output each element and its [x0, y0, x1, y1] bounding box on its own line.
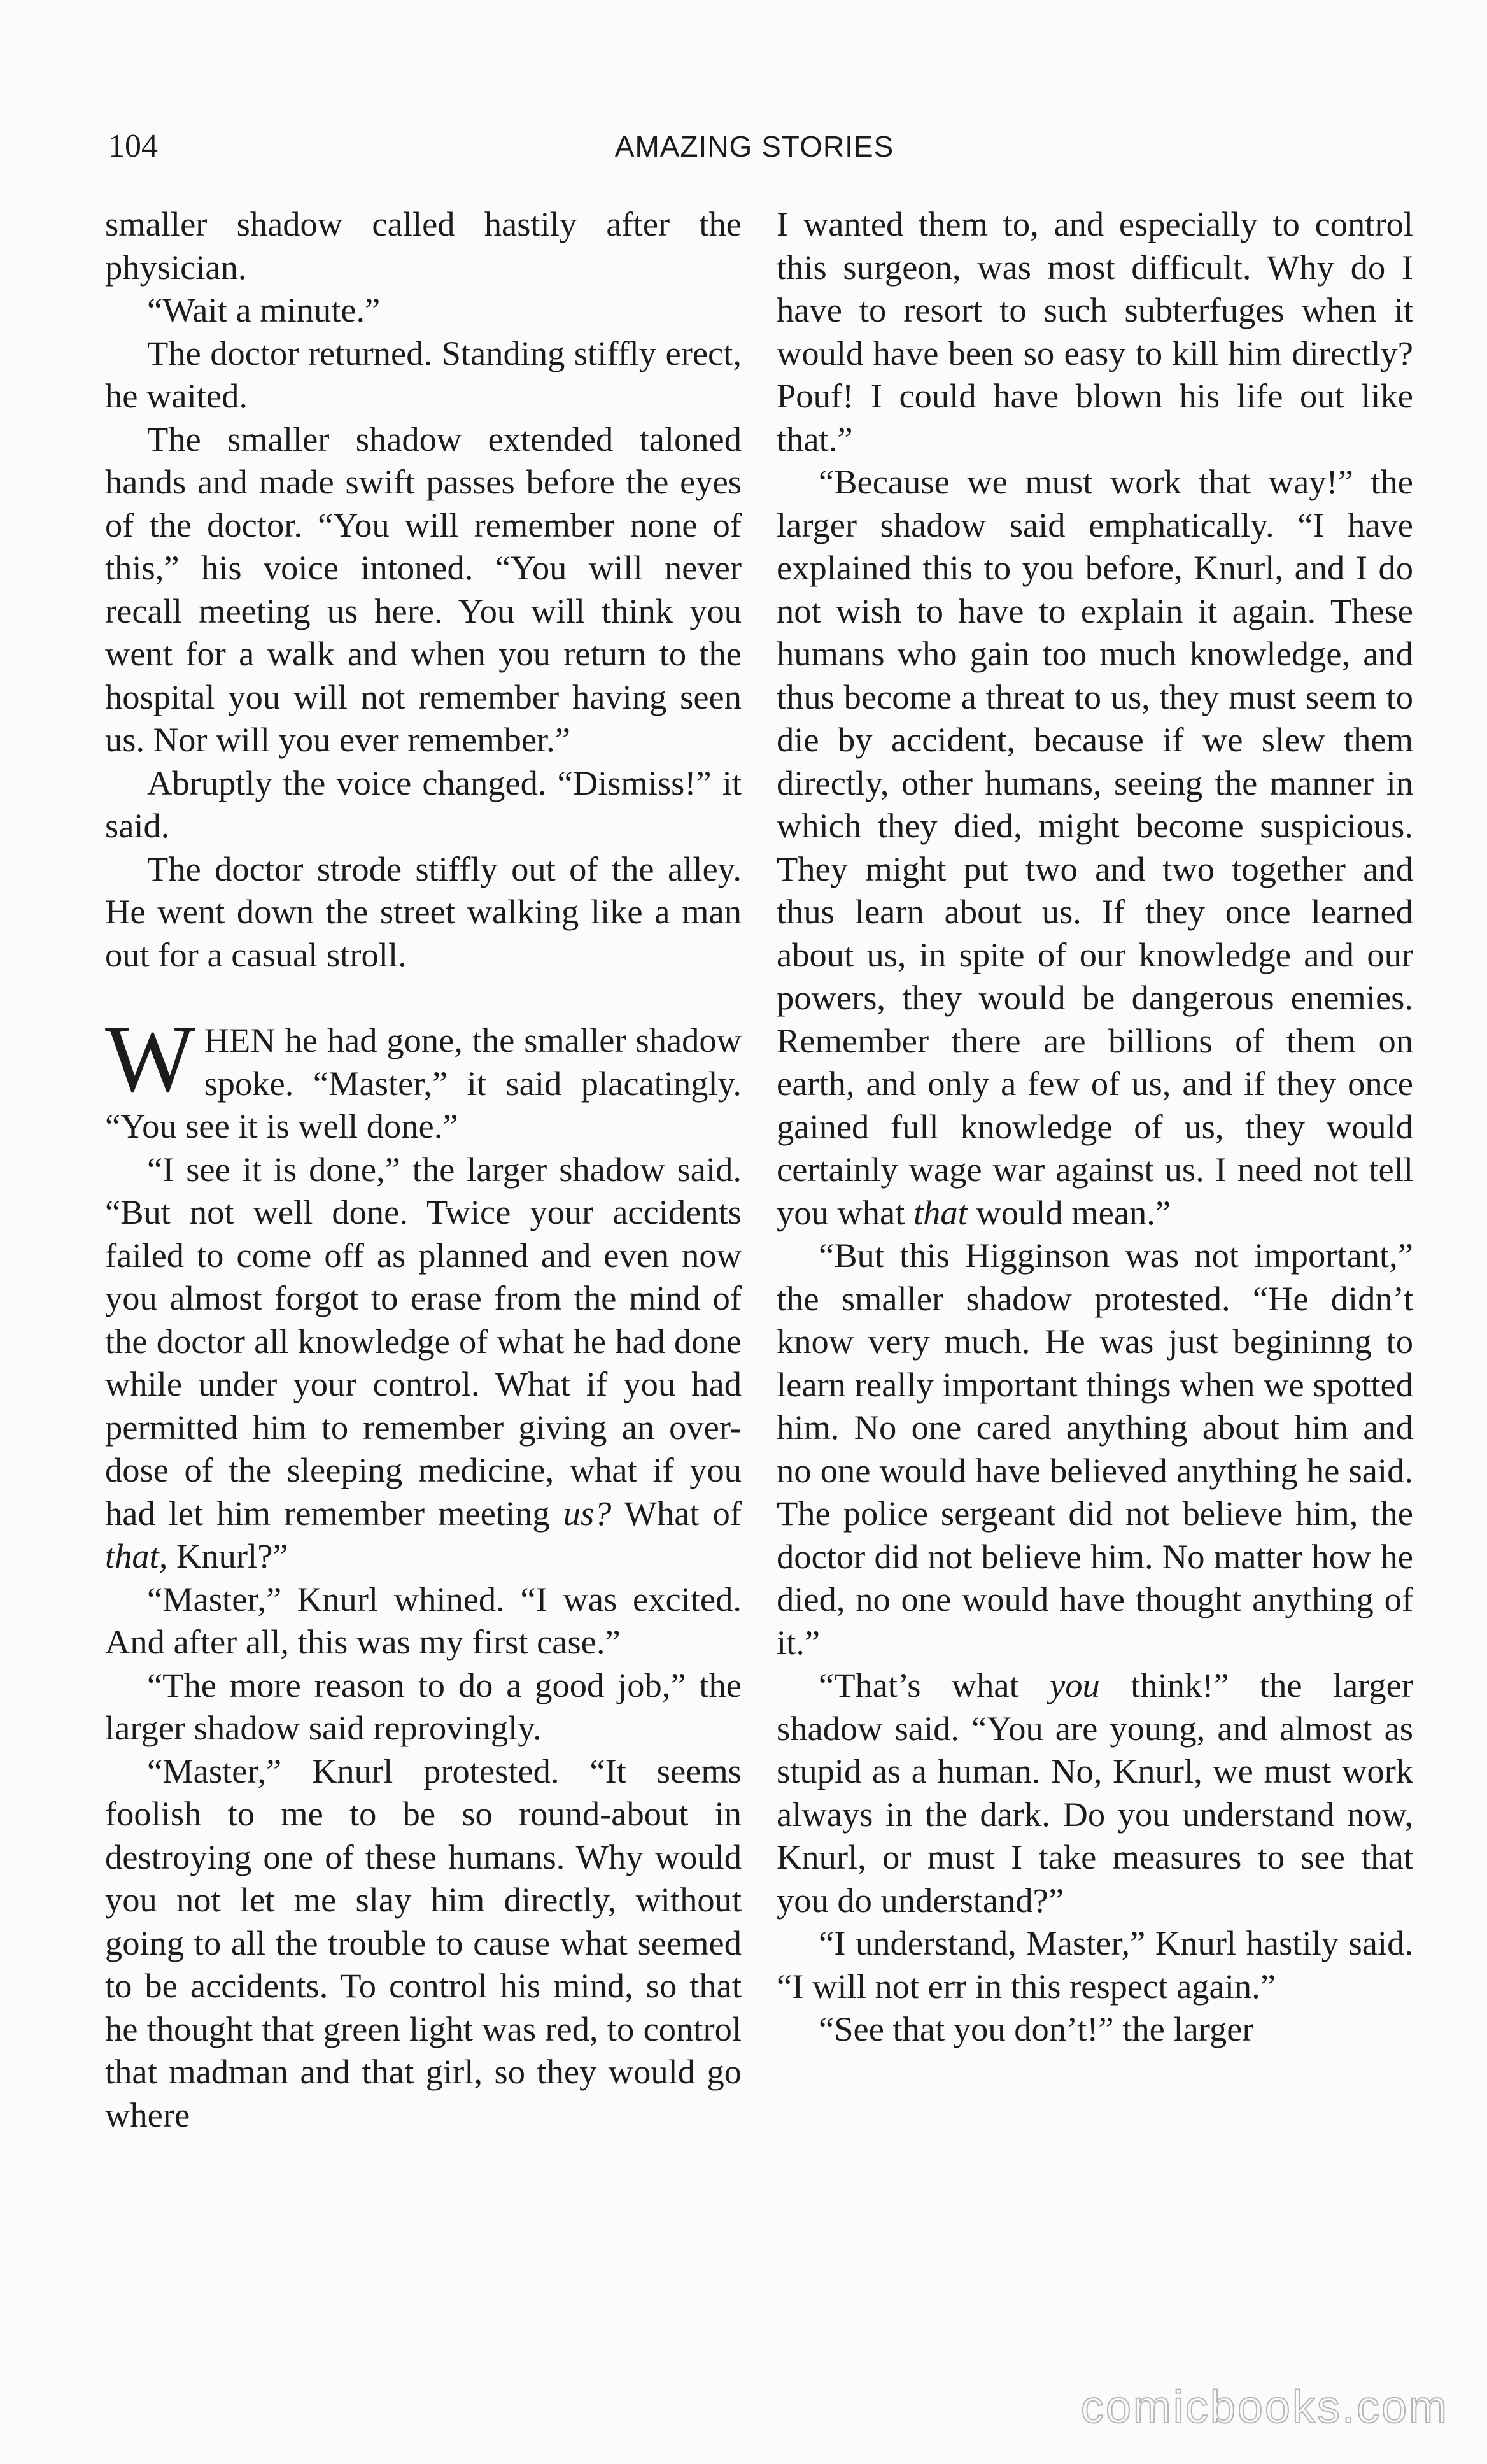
- paragraph-text: “Because we must work that way!” the larger shadow said emphatically. “I have explained this to you before, Knurl, and I do not wish to have to explain it again. These humans who gain too much knowledge, and thus become a threat to us, they must seem to die by accident, because if we slew them directly, other humans, seeing the manner in which they died, might become suspicious. They might put two and two together and thus learn about us. If they once learned about us, in spite of our knowledge and our powers, they would be dangerous enemies. Remember there are billions of them on earth, and only a few of us, and if they once gained full knowledge of us, they would certainly wage war against us. I need not tell you what: [777, 462, 1413, 1232]
- paragraph: “But this Higginson was not important,” the smaller shadow protested. “He didn’t know very much. He was just begininng to learn really important things when we spotted him. No one cared anything about him and no one would have believed anything he said. The police sergeant did not believe him, the doctor did not believe him. No matter how he died, no one would have thought anything of it.”: [777, 1236, 1413, 1662]
- paragraph-text: What of: [611, 1493, 742, 1533]
- paragraph: “Wait a minute.”: [147, 290, 381, 329]
- section-start-paragraph: [105, 1006, 742, 1148]
- paragraph: Abruptly the voice changed. “Dismiss!” it said.: [105, 763, 742, 845]
- paragraph-text: “I see it is done,” the larger shadow said. “But not well done. Twice your accidents failed to come off as planned and even now you almost forgot to erase from the mind of the doctor all knowledge of what he had done while under your control. What if you had permitted him to remember giving an over-dose of the sleeping medicine, what if you had let him remember meeting: [105, 1149, 742, 1533]
- paragraph: “See that you don’t!” the larger: [819, 2009, 1254, 2048]
- paragraph: [777, 460, 1413, 1234]
- paragraph-text: HEN he had gone, the smaller shadow spoke. “Master,” it said placatingly. “You see it is well done.”: [105, 1021, 742, 1145]
- paragraph: “The more reason to do a good job,” the larger shadow said reprovingly.: [105, 1665, 742, 1747]
- italic-text: that,: [105, 1536, 168, 1575]
- paragraph: smaller shadow called hastily after the physician.: [105, 204, 742, 287]
- paragraph: “I understand, Master,” Knurl hastily said. “I will not err in this respect again.”: [777, 1923, 1413, 2006]
- paragraph: “Master,” Knurl whined. “I was excited. And after all, this was my first case.”: [105, 1579, 742, 1661]
- watermark-logo: comicbooks.com: [1080, 2382, 1449, 2433]
- paragraph-text: think!” the larger shadow said. “You are young, and almost as stupid as a human. No, Knurl, we must work always in the dark. Do you understand now, Knurl, or must I take measures to see that you do understand?”: [777, 1666, 1413, 1920]
- paragraph: I wanted them to, and especially to control this surgeon, was most difficult. Why do I have to resort to such subterfuges when it would have been so easy to kill him directly? Pouf! I could have blown his life out like that.”: [777, 204, 1413, 458]
- paragraph: The doctor returned. Standing stiffly erect, he waited.: [105, 333, 742, 415]
- running-title: AMAZING STORIES: [614, 130, 894, 163]
- page-header: [108, 124, 1400, 169]
- right-column: [777, 202, 1413, 2051]
- paragraph: The doctor strode stiffly out of the alley. He went down the street walking like a man out for a casual stroll.: [105, 849, 742, 974]
- left-column: [105, 202, 742, 2136]
- italic-text: you: [1050, 1666, 1100, 1704]
- paragraph: [105, 1148, 742, 1578]
- page-number: 104: [108, 128, 158, 164]
- paragraph-text: Knurl?”: [167, 1536, 288, 1575]
- paragraph-text: “That’s what: [819, 1666, 1050, 1704]
- paragraph-text: would mean.”: [967, 1193, 1171, 1232]
- drop-cap: W: [105, 1006, 195, 1112]
- italic-text: us?: [563, 1493, 612, 1533]
- paragraph: [777, 1664, 1413, 1922]
- paragraph: The smaller shadow extended taloned hands and made swift passes before the eyes of the doctor. “You will remember none of this,” his voice intoned. “You will never recall meeting us here. You will think you went for a walk and when you return to the hospital you will not remember having seen us. Nor will you ever remember.”: [105, 419, 742, 759]
- paragraph: “Master,” Knurl protested. “It seems foolish to me to be so round-about in destroying one of these humans. Why would you not let me slay him directly, without going to all the trouble to cause what seemed to be accidents. To control his mind, so that he thought that green light was red, to control that madman and that girl, so they would go where: [105, 1751, 742, 2134]
- italic-text: that: [913, 1193, 968, 1232]
